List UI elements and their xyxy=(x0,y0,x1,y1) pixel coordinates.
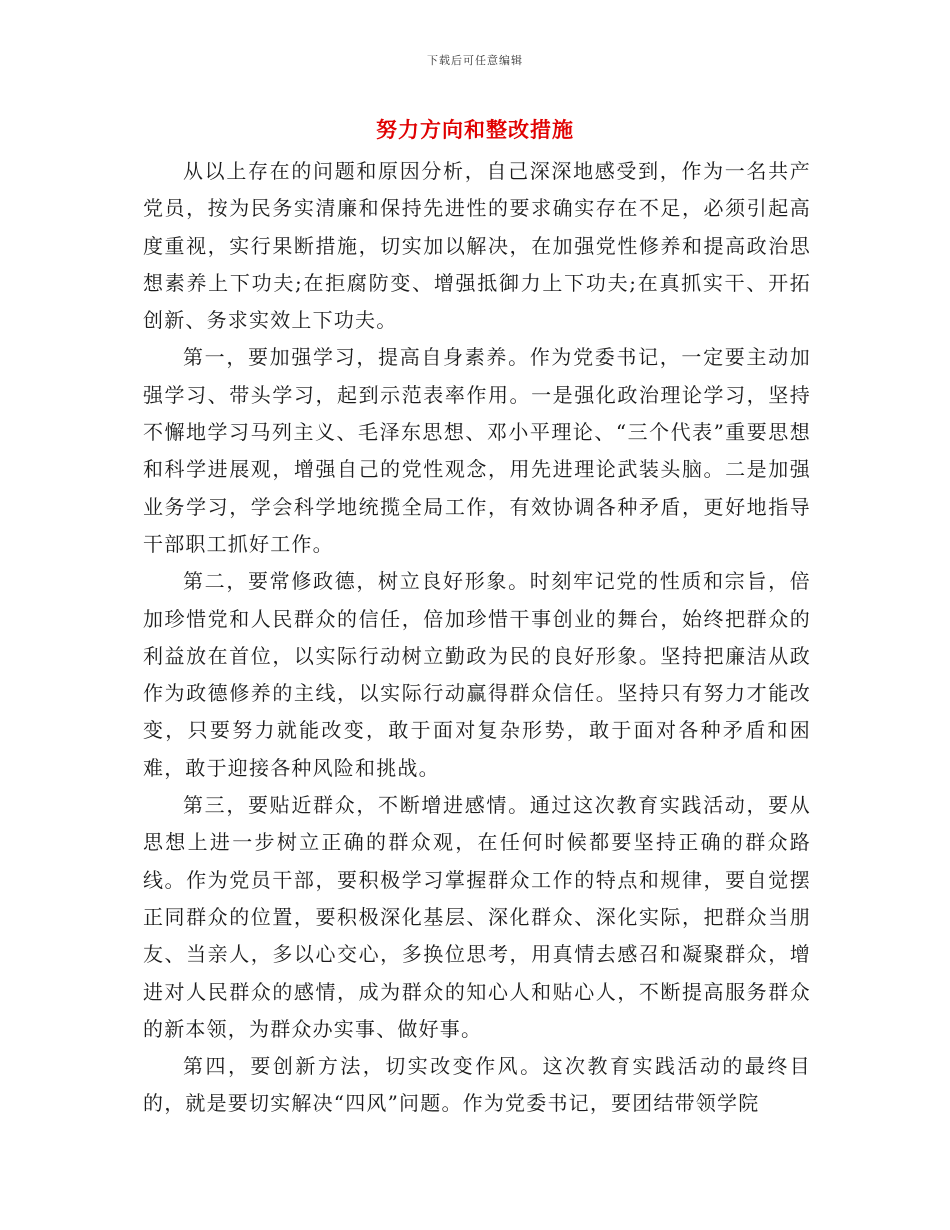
paragraph-fourth: 第四，要创新方法，切实改变作风。这次教育实践活动的最终目的，就是要切实解决“四风”问题。作为党委书记，要团结带领学院 xyxy=(143,1054,811,1116)
paragraph-third: 第三，要贴近群众，不断增进感情。通过这次教育实践活动，要从思想上进一步树立正确的群众观，在任何时候都要坚持正确的群众路线。作为党员干部，要积极学习掌握群众工作的特点和规律，要自觉摆正同群众的位置，要积极深化基层、深化群众、深化实际，把群众当朋友、当亲人，多以心交心，多换位思考，用真情去感召和凝聚群众，增进对人民群众的感情，成为群众的知心人和贴心人，不断提高服务群众的新本领，为群众办实事、做好事。 xyxy=(143,793,811,1041)
document-body xyxy=(143,153,811,1123)
header-note: 下载后可任意编辑 xyxy=(427,54,523,67)
document-title: 努力方向和整改措施 xyxy=(376,117,574,142)
paragraph-intro: 从以上存在的问题和原因分析，自己深深地感受到，作为一名共产党员，按为民务实清廉和保持先进性的要求确实存在不足，必须引起高度重视，实行果断措施，切实加以解决，在加强党性修养和提高政治思想素养上下功夫;在拒腐防变、增强抵御力上下功夫;在真抓实干、开拓创新、务求实效上下功夫。 xyxy=(143,159,811,333)
paragraph-first: 第一，要加强学习，提高自身素养。作为党委书记，一定要主动加强学习、带头学习，起到示范表率作用。一是强化政治理论学习，坚持不懈地学习马列主义、毛泽东思想、邓小平理论、“三个代表”重要思想和科学进展观，增强自己的党性观念，用先进理论武装头脑。二是加强业务学习，学会科学地统揽全局工作，有效协调各种矛盾，更好地指导干部职工抓好工作。 xyxy=(143,345,811,556)
paragraph-second: 第二，要常修政德，树立良好形象。时刻牢记党的性质和宗旨，倍加珍惜党和人民群众的信任，倍加珍惜干事创业的舞台，始终把群众的利益放在首位，以实际行动树立勤政为民的良好形象。坚持把廉洁从政作为政德修养的主线，以实际行动赢得群众信任。坚持只有努力才能改变，只要努力就能改变，敢于面对复杂形势，敢于面对各种矛盾和困难，敢于迎接各种风险和挑战。 xyxy=(143,569,811,780)
